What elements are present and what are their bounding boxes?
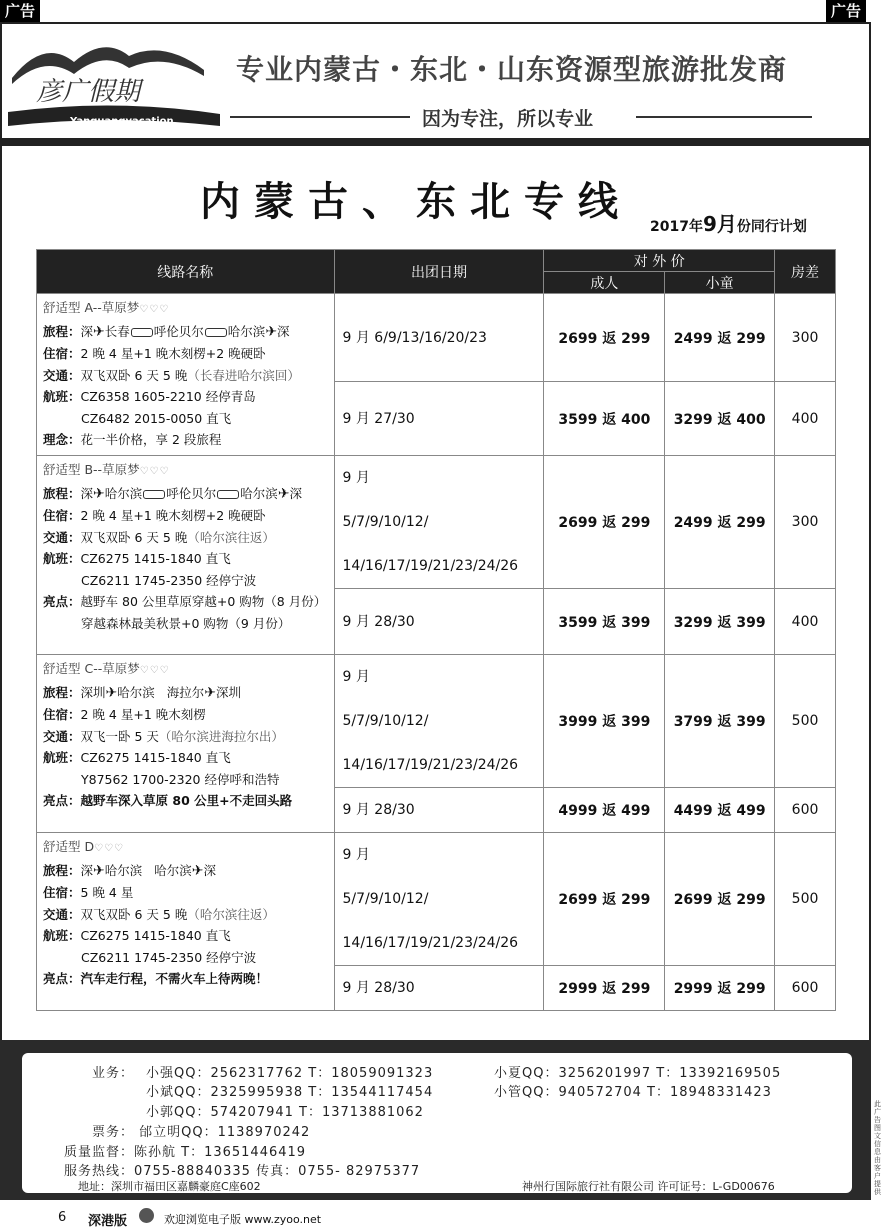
brand-logo	[4, 28, 224, 132]
route-info	[37, 833, 335, 1011]
header-room: 房差	[775, 250, 836, 294]
plane-icon: ✈	[277, 485, 290, 502]
child-price: 3299 返 400	[665, 382, 775, 456]
brand-name-en: Yanguangvacation	[70, 116, 174, 127]
adult-price: 3599 返 399	[544, 589, 665, 655]
date-line: 5/7/9/10/12/	[342, 713, 429, 729]
header-child: 小童	[665, 272, 775, 294]
trip-stop: 呼伦贝尔	[153, 323, 204, 339]
company-license: 神州行国际旅行社有限公司 许可证号：L-GD00676	[522, 1180, 775, 1193]
adult-price: 2699 返 299	[544, 456, 665, 589]
diamond-icon: ♡♡♡	[94, 843, 125, 854]
adult-price: 2699 返 299	[544, 294, 665, 382]
date-line: 9 月 6/9/13/16/20/23	[342, 329, 487, 346]
date-line: 14/16/17/19/21/23/24/26	[342, 935, 519, 951]
room-diff: 300	[775, 294, 836, 382]
route-name: 舒适型 C--草原梦♡♡♡	[43, 661, 170, 676]
route-flight-2: CZ6211 1745-2350 经停宁波	[81, 949, 257, 965]
date-line: 14/16/17/19/21/23/24/26	[342, 757, 519, 773]
depart-dates	[334, 966, 544, 1011]
edition-icon	[139, 1208, 154, 1223]
date-line: 9 月 27/30	[342, 410, 415, 427]
child-price: 3799 返 399	[665, 655, 775, 788]
plane-icon: ✈	[93, 862, 105, 879]
route-extra: 亮点：汽车走行程，不需火车上待两晚！	[43, 971, 269, 986]
slogan: 专业内蒙古・东北・山东资源型旅游批发商	[236, 53, 788, 86]
depart-dates	[334, 382, 544, 456]
plane-icon: ✈	[204, 684, 217, 701]
route-row	[37, 833, 836, 966]
edition-label: 深港版	[88, 1214, 128, 1229]
route-flight: 航班：CZ6275 1415-1840 直飞	[43, 750, 231, 765]
route-traffic: 交通：双飞双卧 6 天 5 晚（长春进哈尔滨回）	[43, 367, 300, 383]
depart-dates	[334, 589, 544, 655]
trip-stop: 深	[277, 323, 290, 339]
child-price: 2999 返 299	[665, 966, 775, 1011]
route-table	[36, 249, 836, 1011]
contact-xiaobin: 小斌QQ：2325995938 T：13544117454	[146, 1085, 434, 1100]
route-flight-2: CZ6211 1745-2350 经停宁波	[81, 572, 257, 588]
page-title: 内蒙古、东北专线	[200, 178, 632, 225]
room-diff: 500	[775, 833, 836, 966]
plane-icon: ✈	[265, 323, 278, 340]
page-number: 6	[58, 1210, 67, 1225]
date-line: 5/7/9/10/12/	[342, 514, 429, 530]
trip-stop: 深	[203, 862, 217, 878]
address: 地址：深圳市福田区嘉麟豪庭C座602	[78, 1180, 261, 1193]
trip-stop: 哈尔滨	[227, 323, 266, 339]
side-note: 此广告图文信息由客户提供	[874, 1100, 881, 1196]
date-line: 9 月 28/30	[342, 980, 415, 996]
route-flight: 航班：CZ6358 1605-2210 经停青岛	[43, 389, 256, 404]
header-route: 线路名称	[37, 250, 335, 294]
motto-divider-right	[636, 116, 812, 118]
trip-stop: 长春	[104, 323, 130, 339]
diamond-icon: ♡♡♡	[139, 304, 170, 315]
contact-xiaoguan: 小管QQ：940572704 T：18948331423	[494, 1085, 772, 1100]
room-diff: 500	[775, 655, 836, 788]
trip-stop: 深圳	[80, 684, 106, 700]
route-extra: 亮点：越野车深入草原 80 公里+不走回头路	[43, 793, 293, 808]
trip-stop: 哈尔滨	[104, 485, 143, 501]
child-price: 2699 返 299	[665, 833, 775, 966]
header-date: 出团日期	[334, 250, 544, 294]
train-icon	[143, 490, 165, 499]
room-diff: 600	[775, 788, 836, 833]
trip-stop: 深	[80, 485, 94, 501]
website-link[interactable]: 欢迎浏览电子版 www.zyoo.net	[164, 1213, 322, 1226]
diamond-icon: ♡♡♡	[139, 665, 170, 676]
train-icon	[131, 328, 153, 337]
adult-price: 3999 返 399	[544, 655, 665, 788]
motto-divider-left	[230, 116, 410, 118]
route-trip: 旅程：深✈哈尔滨 哈尔滨✈深	[43, 862, 217, 879]
route-row	[37, 456, 836, 589]
adult-price: 2999 返 299	[544, 966, 665, 1011]
plane-icon: ✈	[93, 323, 105, 340]
route-flight: 航班：CZ6275 1415-1840 直飞	[43, 928, 231, 943]
trip-stop: 深	[80, 862, 94, 878]
plane-icon: ✈	[105, 684, 118, 701]
depart-dates	[334, 788, 544, 833]
route-stay: 住宿：5 晚 4 星	[43, 885, 134, 900]
ad-label-left: 广告	[0, 0, 40, 22]
date-line: 9 月 28/30	[342, 802, 415, 818]
depart-dates	[334, 833, 544, 966]
child-price: 4499 返 499	[665, 788, 775, 833]
header-adult: 成人	[544, 272, 665, 294]
ticket-contact: 票务： 邰立明QQ：1138970242	[92, 1125, 311, 1140]
trip-stop: 呼伦贝尔	[166, 485, 217, 501]
route-stay: 住宿：2 晚 4 星+1 晚木刻楞	[43, 707, 206, 722]
date-line: 9 月	[342, 669, 370, 685]
contact-box	[22, 1053, 852, 1193]
trip-stop: 哈尔滨	[104, 862, 143, 878]
route-row	[37, 294, 836, 382]
route-info	[37, 294, 335, 456]
room-diff: 300	[775, 456, 836, 589]
route-traffic: 交通：双飞一卧 5 天（哈尔滨进海拉尔出）	[43, 728, 284, 744]
route-trip: 旅程：深✈长春 呼伦贝尔 哈尔滨✈深	[43, 323, 290, 340]
adult-price: 3599 返 400	[544, 382, 665, 456]
ad-label-right: 广告	[826, 0, 866, 22]
quality-contact: 质量监督：陈孙航 T：13651446419	[64, 1145, 307, 1160]
contact-xiaoqiang: 小强QQ：2562317762 T：18059091323	[146, 1066, 434, 1081]
route-trip: 旅程：深圳✈哈尔滨 海拉尔✈深圳	[43, 684, 242, 701]
route-stay: 住宿：2 晚 4 星+1 晚木刻楞+2 晚硬卧	[43, 508, 266, 523]
contact-xiaoxia: 小夏QQ：3256201997 T：13392169505	[494, 1066, 782, 1081]
diamond-icon: ♡♡♡	[139, 466, 170, 477]
depart-dates	[334, 456, 544, 589]
route-traffic: 交通：双飞双卧 6 天 5 晚（哈尔滨往返）	[43, 906, 275, 922]
header-price: 对 外 价	[544, 250, 775, 272]
subtitle-rest: 份同行计划	[736, 219, 807, 235]
plane-icon: ✈	[191, 862, 204, 879]
contact-xiaoguo: 小郭QQ：574207941 T：13713881062	[146, 1105, 424, 1120]
room-diff: 400	[775, 589, 836, 655]
route-extra: 理念：花一半价格，享 2 段旅程	[43, 432, 222, 447]
trip-stop: 哈尔滨	[240, 485, 278, 501]
trip-stop: 哈尔滨	[117, 684, 155, 700]
child-price: 2499 返 299	[665, 456, 775, 589]
route-trip: 旅程：深✈哈尔滨 呼伦贝尔 哈尔滨✈深	[43, 485, 303, 502]
train-icon	[217, 490, 239, 499]
date-line: 9 月 28/30	[342, 613, 415, 630]
train-icon	[205, 328, 227, 337]
subtitle-year: 2017年	[650, 219, 703, 235]
route-traffic: 交通：双飞双卧 6 天 5 晚（哈尔滨往返）	[43, 529, 275, 545]
subtitle	[650, 208, 807, 237]
route-name: 舒适型 A--草原梦♡♡♡	[43, 300, 170, 315]
route-info	[37, 456, 335, 655]
route-stay: 住宿：2 晚 4 星+1 晚木刻楞+2 晚硬卧	[43, 346, 266, 361]
trip-stop: 哈尔滨	[154, 862, 192, 878]
trip-stop: 海拉尔	[166, 684, 205, 700]
route-flight: 航班：CZ6275 1415-1840 直飞	[43, 551, 231, 566]
route-name: 舒适型 D♡♡♡	[43, 839, 125, 854]
brand-name-cn: 彦广假期	[36, 77, 141, 107]
header-bar	[0, 138, 871, 146]
trip-stop: 深	[289, 485, 303, 501]
date-line: 9 月	[342, 470, 370, 486]
adult-price: 4999 返 499	[544, 788, 665, 833]
depart-dates	[334, 655, 544, 788]
route-flight-2: CZ6482 2015-0050 直飞	[81, 410, 232, 426]
child-price: 2499 返 299	[665, 294, 775, 382]
subtitle-month: 9月	[702, 212, 737, 236]
date-line: 5/7/9/10/12/	[342, 891, 429, 907]
room-diff: 600	[775, 966, 836, 1011]
trip-stop: 深圳	[216, 684, 242, 700]
trip-stop: 深	[80, 323, 94, 339]
plane-icon: ✈	[93, 485, 105, 502]
route-flight-2: Y87562 1700-2320 经停呼和浩特	[81, 771, 280, 787]
hotline: 服务热线：0755-88840335 传真：0755- 82975377	[64, 1164, 421, 1179]
route-name: 舒适型 B--草原梦♡♡♡	[43, 462, 170, 477]
route-extra: 亮点：越野车 80 公里草原穿越+0 购物（8 月份）	[43, 594, 327, 609]
route-extra-2: 穿越森林最美秋景+0 购物（9 月份）	[81, 615, 291, 631]
route-info	[37, 655, 335, 833]
date-line: 9 月	[342, 847, 370, 863]
date-line: 14/16/17/19/21/23/24/26	[342, 558, 519, 574]
motto: 因为专注，所以专业	[418, 104, 597, 131]
route-row	[37, 655, 836, 788]
room-diff: 400	[775, 382, 836, 456]
biz-label: 业务：	[92, 1066, 135, 1081]
child-price: 3299 返 399	[665, 589, 775, 655]
adult-price: 2699 返 299	[544, 833, 665, 966]
depart-dates	[334, 294, 544, 382]
